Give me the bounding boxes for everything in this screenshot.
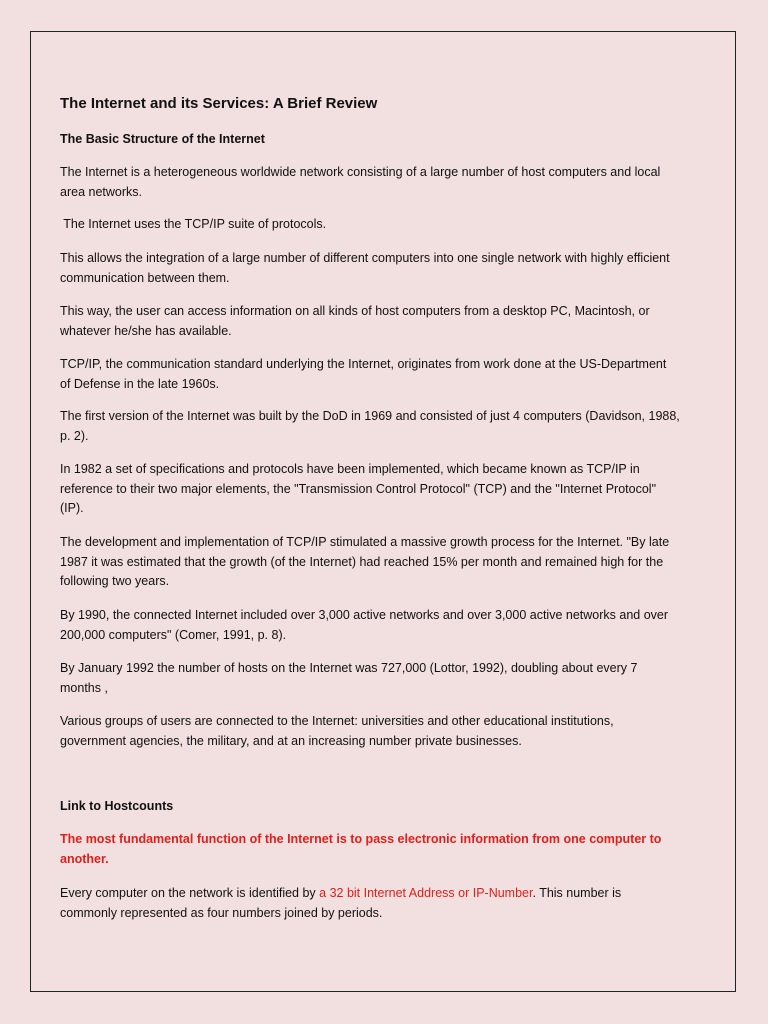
paragraph: TCP/IP, the communication standard underlying the Internet, originates from work done at the US-Department of Defense in the late 1960s. (60, 357, 667, 391)
ip-number-text-before: Every computer on the network is identified by (60, 886, 320, 900)
section-heading: The Basic Structure of the Internet (60, 132, 265, 146)
paragraph: The Internet uses the TCP/IP suite of protocols. (60, 217, 327, 231)
ip-number-text-after: . This number is commonly represented as four numbers joined by periods. (60, 886, 622, 920)
paragraph: The first version of the Internet was built by the DoD in 1969 and consisted of just 4 computers (Davidson, 1988, p. 2). (60, 409, 680, 443)
paragraph: By 1990, the connected Internet included over 3,000 active networks and over 3,000 active networks and over 200,000 computers" (Comer, 1991, p. 8). (60, 608, 669, 642)
paragraph: This way, the user can access information on all kinds of host computers from a desktop PC, Macintosh, or whatever he/she has available. (60, 304, 650, 338)
red-statement: The most fundamental function of the Internet is to pass electronic information from one computer to another. (60, 832, 662, 866)
paragraph: Various groups of users are connected to the Internet: universities and other educational institutions, government agencies, the military, and at an increasing number private businesses. (60, 714, 614, 748)
paragraph: The development and implementation of TCP/IP stimulated a massive growth process for the Internet. "By late 1987 it was estimated that the growth (of the Internet) had reached 15% per month and remained high for the following two years. (60, 535, 670, 588)
document-title: The Internet and its Services: A Brief Review (60, 95, 378, 112)
paragraph: The Internet is a heterogeneous worldwide network consisting of a large number of host computers and local area networks. (60, 165, 661, 199)
paragraph: In 1982 a set of specifications and protocols have been implemented, which became known as TCP/IP in reference to their two major elements, the "Transmission Control Protocol" (TCP) and the "Internet Protocol" (IP). (60, 462, 657, 515)
paragraph: This allows the integration of a large number of different computers into one single network with highly efficient communication between them. (60, 251, 670, 285)
hostcounts-link[interactable]: Link to Hostcounts (60, 799, 174, 813)
paragraph: By January 1992 the number of hosts on the Internet was 727,000 (Lottor, 1992), doubling about every 7 months , (60, 661, 638, 695)
ip-number-highlight: a 32 bit Internet Address or IP-Number (319, 886, 533, 900)
ip-number-paragraph (60, 884, 680, 923)
